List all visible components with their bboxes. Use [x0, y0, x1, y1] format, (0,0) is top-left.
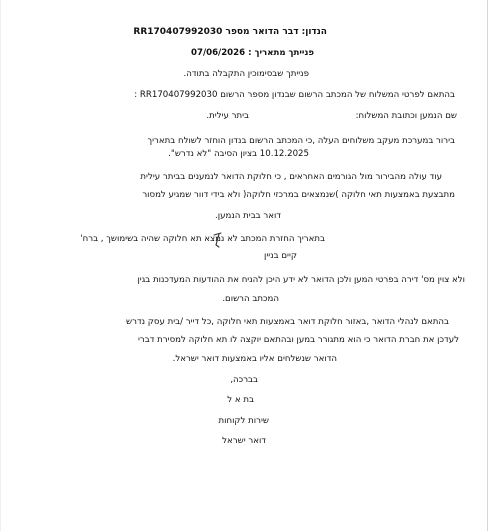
- thanks-line: פנייתך שבסימוכין התקבלה בתודה.: [183, 69, 309, 79]
- recipient-city: ביתר עילית.: [206, 111, 249, 121]
- signer-name: בת א ל: [227, 395, 254, 405]
- company-name: דואר ישראל: [222, 436, 266, 446]
- para4-line1: בתאריך החזרת המכתב לא נמצא תא חלוקה שהיה בשימושך , ברח': [80, 234, 325, 244]
- para3-line1: עוד עולה מהבירור מול הגורמים האחראים , כי חלוקת הדואר לנמענים בביתר עילית: [140, 172, 442, 182]
- para6-line2: לעדכן את חברת הדואר כי הוא מתגורר במען ובהתאם יוקצה לו תא חלוקה למסירת דברי: [138, 335, 459, 345]
- para3-line2: מתבצעת באמצעות תאי חלוקה )שנמצאים במרכזי חלוקה( ולא בידי דוור שמגיע למסור: [142, 190, 455, 200]
- recipient-label: שם הנמען וכתובת המשלוח:: [355, 111, 457, 121]
- para3-line3: דואר בבית הנמען.: [215, 211, 281, 221]
- inquiry-date: פנייתך מתאריך : 07/06/2026: [191, 48, 314, 58]
- closing: בברכה,: [230, 375, 258, 385]
- para5-line1: ולא צוין מס' דירה בפרטי המען ולכן הדואר לא ידע היכן להניח את ההודעות המעדכנות בגין: [137, 275, 465, 285]
- department: שירות לקוחות: [218, 416, 269, 426]
- para4-line2: קיים בניין: [264, 251, 297, 261]
- para2-line2: 10.12.2025 בציון הסיבה "לא נדרש".: [168, 149, 309, 159]
- para1-line1: בהתאם לפרטי המשלוח של המכתב הרשום שבנדון מספר הרשום RR170407992030 :: [134, 90, 455, 100]
- handwritten-mark-icon: [211, 231, 223, 249]
- subject-line: הנדון: דבר הדואר מספר RR170407992030: [133, 27, 327, 37]
- para2-line1: בירור במערכת מעקב משלוחים העלה ,כי המכתב הרשום בנדון הוחזר לשולח בתאריך: [147, 136, 455, 146]
- para6-line1: בהתאם לנהלי הדואר ,באזור חלוקת דואר באמצעות תאי חלוקה ,כל דייר /בית עסק נדרש: [126, 317, 449, 327]
- para6-line3: הדואר שנשלחים אליו באמצעות דואר ישראל.: [172, 354, 337, 364]
- para5-line2: המכתב הרשום.: [222, 294, 279, 304]
